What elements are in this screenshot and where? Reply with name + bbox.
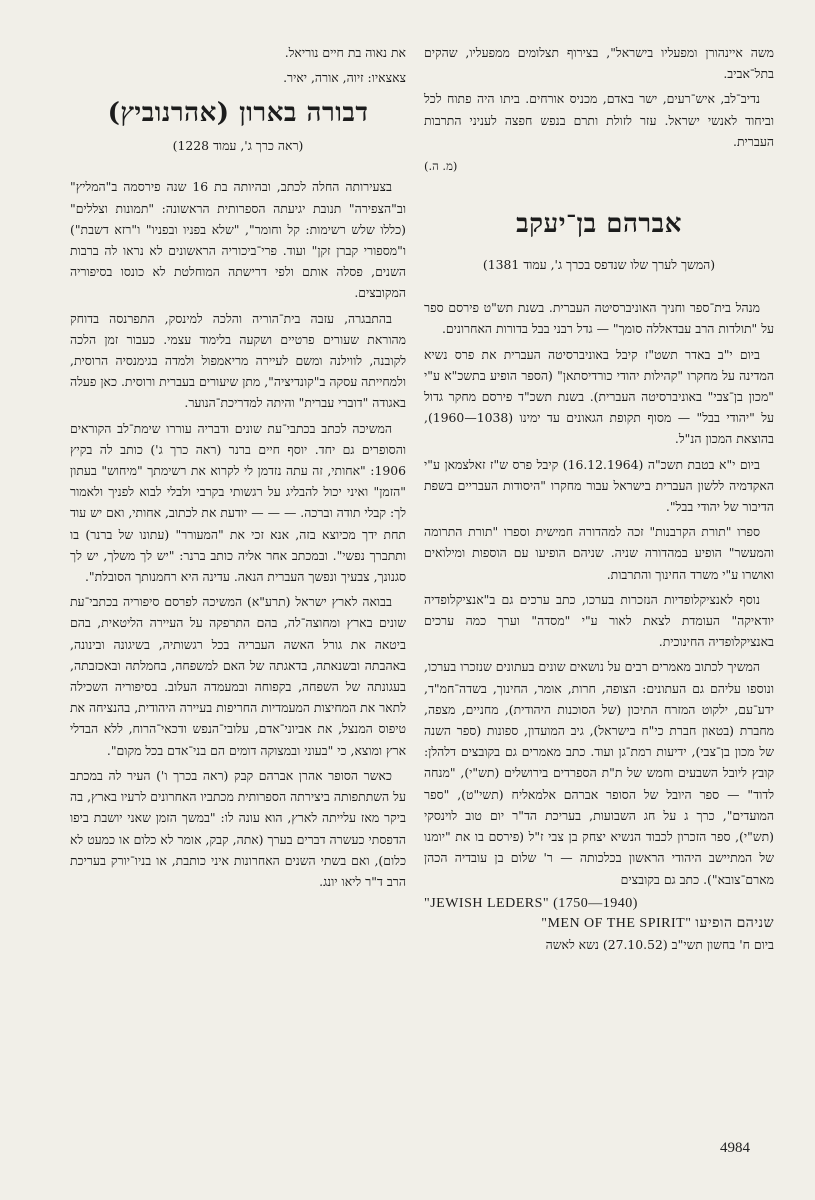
right-paragraph: ביום י"ב באדר תשט"ז קיבל באוניברסיטה העברית את פרס נשיא המדינה על מחקרו "קהילות יהודי כורדיסתאן" (הספר הופיע בתשכ"א ע"י "מכון בן־צבי" באוניברסיטה העברית). בשנת תשכ"ד פירסם מחקר גדול על "יהודי בבל" — מסוף תקופת הגאונים עד ימינו (1038—1960), בהוצאת המכון הנ"ל.	[424, 346, 774, 447]
entry-subheading-right: (המשך לערך שלו שנדפס בכרך ג', עמוד 1381)	[482, 257, 716, 273]
right-last-line: ביום ח' בחשון תשי"ב (27.10.52) נשא לאשה	[545, 936, 774, 952]
page-number: 4984	[720, 1140, 750, 1156]
intro-paragraph-1: משה איינהורן ומפעליו בישראל", בצירוף תצלומים ממפעליו, שהקים בתל־אביב.	[424, 45, 774, 82]
entry-heading-dvora-baron: דבורה בארון (אהרנוביץ)	[107, 98, 369, 129]
latin-title-men-of-the-spirit: "MEN OF THE SPIRIT" שניהם הופיעו	[541, 915, 774, 931]
left-paragraph: בבואה לארץ ישראל (תרע"א) המשיכה לפרסם סיפוריה בכתבי־עת שונים בארץ ומחוצה־לה, בהם התרפקה על העיירה הליטאית, בהם ביטאה את גורל האשה העבריה בכל רגשותיה, בשיגונה ובינונה, באהבתה ובשנאתה, בדאגתה של האם למשפחה, בחמלתה ובאכזבתה, בעגונתה של השפחה, בקפוחה ובמעמדה העלוב. בסיפוריה השכילה לתאר את המחיצות המעמדיות החריפות בעיירה היהודית, בהנציחה את טיפוס המנצל, את אביוני־אדם, עלובי־הנפש ודכאי־הרוח, ללא הבדלי ארץ ומוצא, כי "בעוני ובמצוקה דומים הם בני־אדם בכל מקום".	[70, 594, 406, 758]
right-column	[424, 42, 774, 959]
left-paragraph: כאשר הסופר אהרן אברהם קבק (ראה בכרך ו') העיר לה במכתב על השתתפותה ביצירתה הספרותית מכתביו האחרונים לרעיו בארץ, בה ביקר מאז עלייתה לארץ, הוא עונה לו: "במשך הזמן שאני יושבת ביפו הדפסתי כעשרה דברים בערך (אתה, קבק, אומר לא כלום או כמעט לא כלום), ואם בשתי השנים האחרונות איני כותבת, או בניו־יורק בעריכת הרב ד"ר ליאו יונג.	[70, 767, 406, 889]
right-paragraph: המשיך לכתוב מאמרים רבים על נושאים שונים בעתונים שנזכרו בערכו, ונוספו עליהם גם העתונים: הצופה, חרות, אומר, החינוך, בשדה־חמ"ד, ידע־עם, ילקוט המזרח התיכון (של הסוכנות היהודית), מחניים, מצפה, מחברת (בטאון חברת כי"ח בישראל), גיב המועדון, ספונות (ספר השנה של מכון בן־צבי), ידיעות רמת־גן ועוד. כתב מאמרים גם בקובצים דלהלן: קובץ ליובל השבעים וחמש של ת"ת הספרדים בירושלים (תש"י), "מנחה לדוד" — ספר היובל של הסופר אברהם אלמאליח (תשי"ט), "ספר המועדים", כרך ג על חג השבועות, בעריכת הד"ר יום טוב לוינסקי (תש"י), ספר הזכרון לכבוד הנשיא יצחק בן צבי ז"ל (פירסם בו את "יומנו של המתיישב היהודי הראשון בכלכותה — ר' שלום בן עובדיה הכהן מארם־צובא"). כתב גם בקובצים	[424, 659, 774, 887]
intro-signature: (מ. ה.)	[424, 159, 458, 174]
right-paragraph: ספרו "תורת הקרבנות" זכה למהדורה חמישית וספרו "תורת התרומה והמעשר" הופיע במהדורה שניה. שניהם הופיעו עם הוספות ומילואים ואושרו ע"י משרד החינוך והתרבות.	[424, 524, 774, 582]
left-paragraph: בצעירותה החלה לכתב, ובהיותה בת 16 שנה פירסמה ב"המליץ" וב"הצפירה" תנובת יגיעתה הספרותית הראשונה: "תמונות וצללים" (כללו שלש רשימות: קל וחומר", "שלא בפניו ובפניו" ו"רזא דשבת") ו"מספורי קברן זקן" ועוד. פרי־ביכוריה הראשונים לא נראו לה ברבות השנים, פסלה אותם ולפי דרישתה המוחלטת לא כונסו בסיפוריה המקובצים.	[70, 179, 406, 301]
latin-title-jewish-leders: "JEWISH LEDERS" (1750—1940)	[424, 895, 638, 911]
entry-heading-avraham-ben-yaakov: אברהם בן־יעקב	[516, 209, 682, 240]
right-paragraph: ביום י"א בטבת תשכ"ה (16.12.1964) קיבל פרס ש"ז זאלצמאן ע"י האקדמיה ללשון העברית בישראל עבור מחקרו "היסודות העבריים בשפת הדיבור של יהודי בבל".	[424, 456, 774, 515]
entry-subheading-left: (ראה כרך ג', עמוד 1228)	[172, 138, 304, 154]
right-paragraph: מנהל בית־ספר וחניך האוניברסיטה העברית. בשנת תש"ט פירסם ספר על "תולדות הרב עבדאללה סומך" — גדל רבני בבל בדורות האחרונים.	[424, 300, 774, 337]
left-top-line-1: את נאוה בת חיים נוריאל.	[284, 45, 406, 60]
left-column	[70, 42, 406, 896]
right-paragraph: נוסף לאנציקלופדיות הנזכרות בערכו, כתב ערכים גם ב"אנציקלופדיה יודאיקה" העומדת לצאת לאור ע"י "מסדה" וערך כמה ערכים באנציקלופדיה החינוכית.	[424, 591, 774, 650]
left-paragraph: המשיכה לכתב בכתבי־עת שונים ודבריה עוררו שימת־לב הקוראים והסופרים גם יחד. יוסף חיים ברנר (ראה כרך ג') כותב לה בקיץ 1906: "אחותי, זה עתה נזדמן לי לקרוא את רשימתך "מיחוש" בעתון "הזמן" ואיני יכול להבליג על רגשותי בקרבי ולבלי לבוא לפניך ולאמור לך: קבלי תודה וברכה. — — — יודעת את לכתוב, אחותי, ואם יש עוד תחת ידך מכיוצא בזה, אנא זכי את "המעורר" (עתונו של ברנר) בו ותתברך נפשי". ובמכתב אחר אליה כותב ברנר: "יש לך משלך, יש לך סגנונך, צבעיך ונפשך העברית הנאה. עדינה היא רחמנותך הסובלת".	[70, 420, 406, 585]
intro-paragraph-2: נדיב־לב, איש־רעים, ישר באדם, מכניס אורחים. ביתו היה פתוח לכל וביחוד לאנשי ישראל. עזר לזולת ותרם בנפש חפצה לעניני התרבות העברית.	[424, 91, 774, 149]
left-paragraph: בהתבגרה, עזבה בית־הוריה והלכה למינסק, התפרנסה בדוחק מהוראת שעורים פרטיים ושקעה בלימוד עצמי. כעבור זמן הלכה לקובנה, לווילנה ומשם לעיירה מריאמפול ולמדה בגימנסיה הרוסית, ולמחייתה עסקה ב"קונדיציה", מתן שיעורים בעברית ורוסית. כאן פעלה באגודה "דוברי עברית" והיתה למדריכת־הנוער.	[70, 310, 406, 411]
left-top-line-2: צאצאיו: זיוה, אורה, יאיר.	[283, 70, 406, 86]
